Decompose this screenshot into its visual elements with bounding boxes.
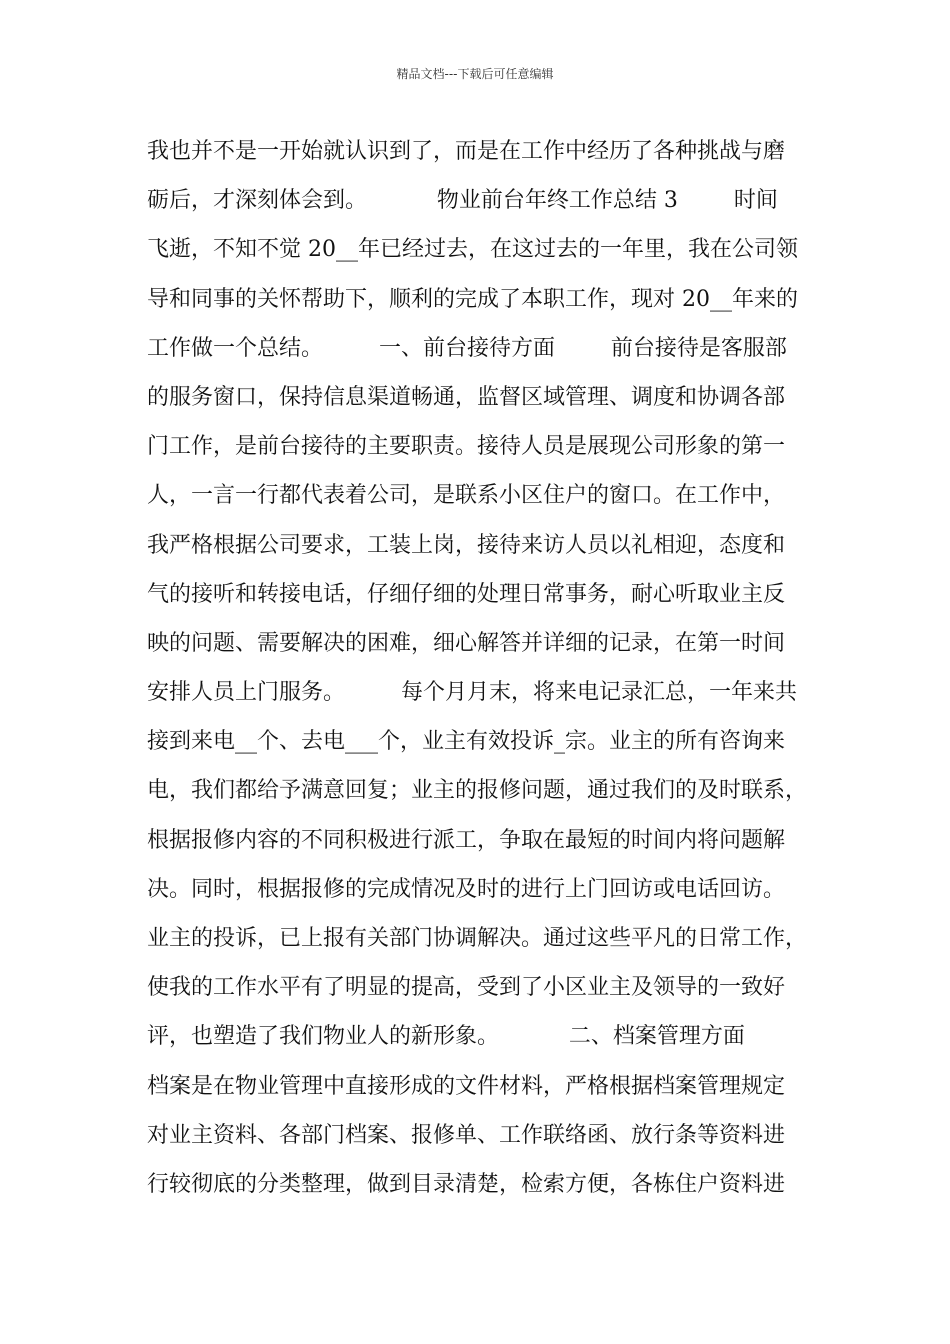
text-line: 的服务窗口，保持信息渠道畅通，监督区域管理、调度和协调各部 [147,384,786,410]
text-line: 行较彻底的分类整理，做到目录清楚，检索方便，各栋住户资料进 [147,1171,786,1197]
text-line: 我严格根据公司要求，工装上岗，接待来访人员以礼相迎，态度和 [147,532,786,558]
text-line: 工作做一个总结。 一、前台接待方面 前台接待是客服部 [147,335,787,361]
text-line: 档案是在物业管理中直接形成的文件材料，严格根据档案管理规定 [147,1073,786,1099]
text-line: 评，也塑造了我们物业人的新形象。 二、档案管理方面 [147,1024,745,1050]
text-line: 飞逝，不知不觉 20__年已经过去，在这过去的一年里，我在公司领 [147,237,798,263]
text-line: 映的问题、需要解决的困难，细心解答并详细的记录，在第一时间 [147,630,786,656]
text-line: 气的接听和转接电话，仔细仔细的处理日常事务，耐心听取业主反 [147,581,786,607]
text-line: 砺后，才深刻体会到。 物业前台年终工作总结 3 时间 [147,188,778,214]
text-line: 导和同事的关怀帮助下，顺利的完成了本职工作，现对 20__年来的 [147,286,798,312]
text-line: 对业主资料、各部门档案、报修单、工作联络函、放行条等资料进 [147,1122,786,1148]
text-line: 安排人员上门服务。 每个月月末，将来电记录汇总，一年来共 [147,680,797,706]
text-line: 门工作，是前台接待的主要职责。接待人员是展现公司形象的第一 [147,434,786,460]
text-line: 电，我们都给予满意回复；业主的报修问题，通过我们的及时联系， [147,778,808,804]
text-line: 使我的工作水平有了明显的提高，受到了小区业主及领导的一致好 [147,975,786,1001]
text-line: 我也并不是一开始就认识到了，而是在工作中经历了各种挑战与磨 [147,139,786,164]
text-line: 根据报修内容的不同积极进行派工，争取在最短的时间内将问题解 [147,827,786,853]
text-line: 接到来电__个、去电___个，业主有效投诉_宗。业主的所有咨询来 [147,729,786,755]
text-line: 决。同时，根据报修的完成情况及时的进行上门回访或电话回访。 [147,876,786,902]
page-header: 精品文档---下载后可任意编辑 [396,67,554,81]
text-line: 人，一言一行都代表着公司，是联系小区住户的窗口。在工作中， [147,483,786,509]
body-text [147,127,827,1209]
text-line: 业主的投诉，已上报有关部门协调解决。通过这些平凡的日常工作， [147,926,808,951]
